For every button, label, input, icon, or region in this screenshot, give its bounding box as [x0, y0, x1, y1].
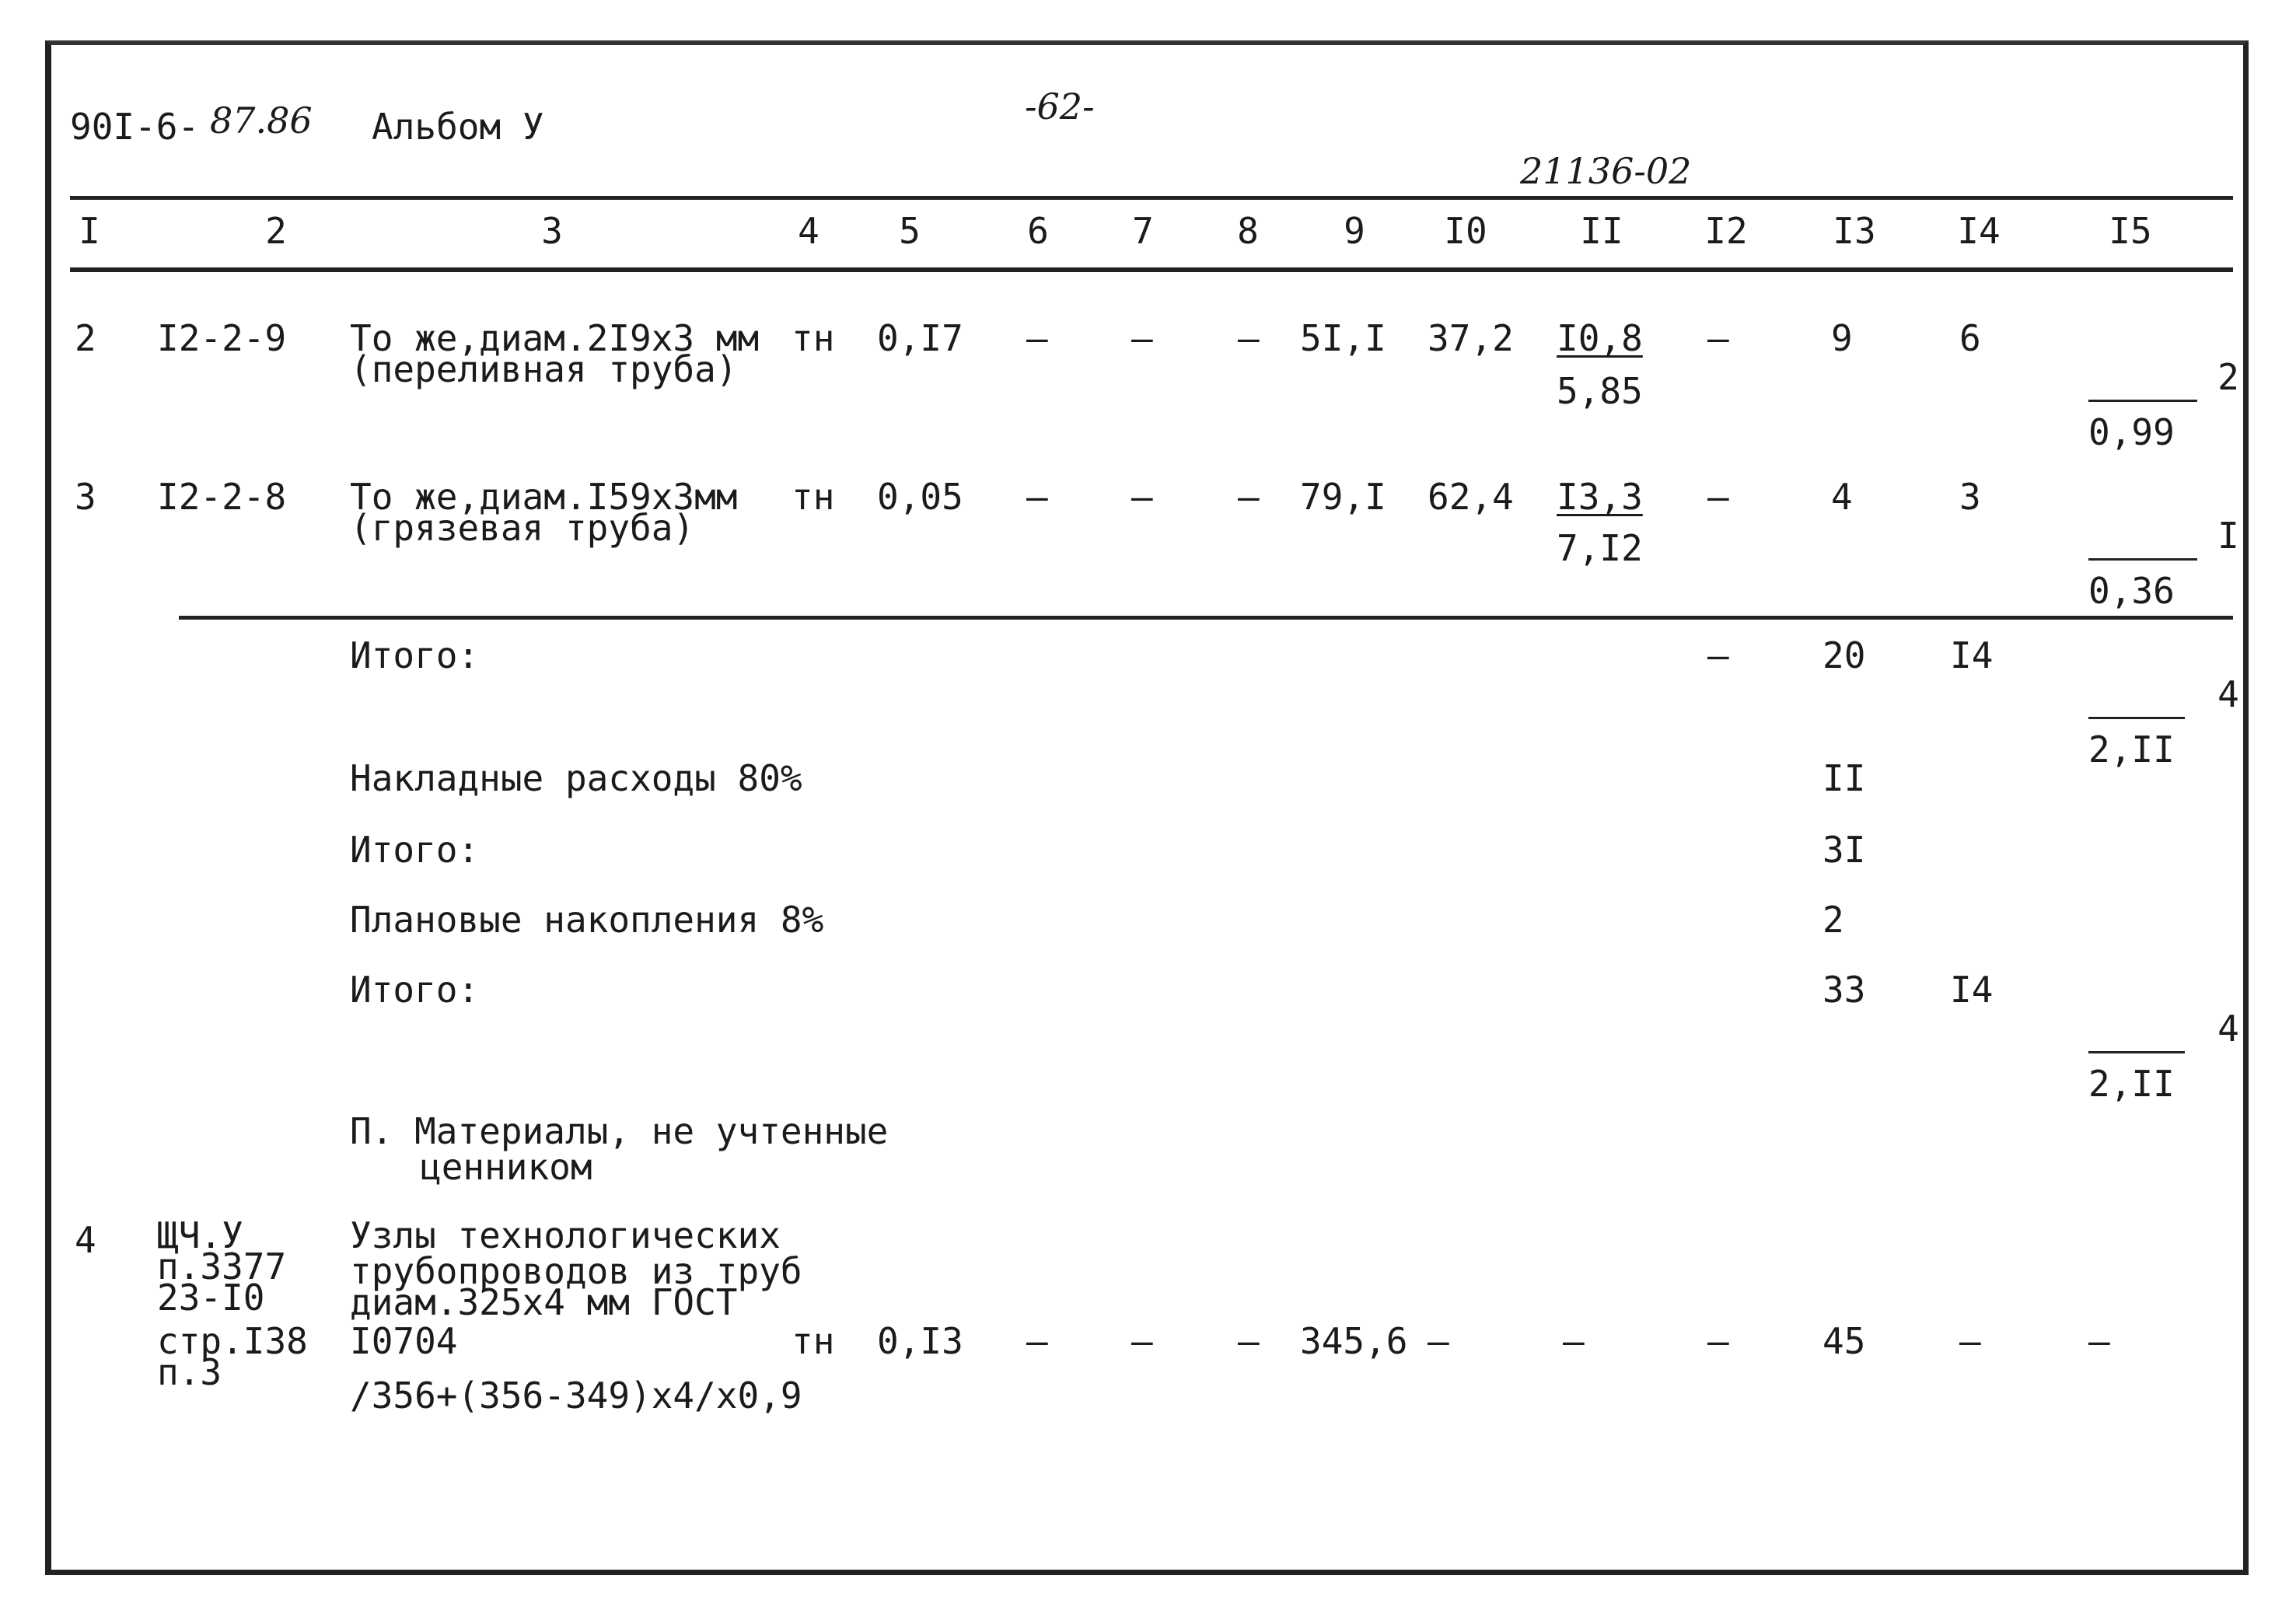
row-number: 2: [75, 317, 96, 359]
fraction-denominator: 0,99: [2088, 411, 2175, 453]
column-header: I4: [1957, 210, 2001, 252]
unit-cell: тн: [792, 1320, 835, 1362]
quantity-cell: 0,I7: [877, 317, 963, 359]
section-title-continued: ценником: [420, 1146, 592, 1188]
value-cell: 4: [1831, 476, 1853, 518]
dash-cell: –: [1026, 1320, 1048, 1362]
column-header: 9: [1344, 210, 1365, 252]
fraction-denominator: 0,36: [2088, 570, 2175, 612]
fraction-numerator: I: [2217, 515, 2239, 557]
column-header: 7: [1132, 210, 1154, 252]
value-cell: 3I: [1822, 829, 1866, 871]
item-description-line: трубопроводов из труб: [350, 1250, 802, 1292]
unit-cell: тн: [792, 476, 835, 518]
item-description-line: диам.325x4 мм ГОСТ: [350, 1281, 738, 1323]
price-reference-line: 23-I0: [157, 1277, 265, 1319]
value-cell: 6: [1959, 317, 1981, 359]
registration-stamp: 21136-02: [1520, 150, 1692, 192]
column-header: I: [79, 210, 100, 252]
fraction-denominator: 5,85: [1557, 370, 1643, 412]
dash-cell: –: [1707, 317, 1729, 359]
fraction-denominator: 7,I2: [1557, 527, 1643, 569]
fraction-cell: [2088, 970, 2239, 1142]
item-description-line: (переливная труба): [350, 348, 738, 390]
column-header: II: [1580, 210, 1623, 252]
fraction-numerator: 4: [2217, 1008, 2239, 1050]
album-title: Альбом У: [372, 106, 544, 148]
value-cell: 9: [1831, 317, 1853, 359]
dash-cell: –: [1026, 317, 1048, 359]
value-cell: 2: [1822, 899, 1844, 941]
overhead-label: Накладные расходы 80%: [350, 757, 802, 799]
price-reference-line: п.3: [157, 1351, 222, 1393]
fraction-numerator: 2: [2217, 356, 2239, 398]
total-label: Итого:: [350, 634, 480, 676]
value-cell: 20: [1822, 634, 1866, 676]
unit-cell: тн: [792, 317, 835, 359]
value-cell: I4: [1950, 634, 1994, 676]
fraction-numerator: I0,8: [1557, 317, 1643, 359]
fraction-numerator: 4: [2217, 673, 2239, 715]
price-reference-line: п.3377: [157, 1245, 287, 1287]
dash-cell: –: [1238, 1320, 1260, 1362]
column-header: 8: [1237, 210, 1259, 252]
header-top-rule: [70, 196, 2233, 200]
column-header: I2: [1704, 210, 1748, 252]
value-cell: 33: [1822, 969, 1866, 1011]
column-header: I3: [1833, 210, 1876, 252]
value-cell: II: [1822, 757, 1866, 799]
item-description-line: То же,диам.I59x3мм: [350, 476, 738, 518]
dash-cell: –: [1131, 1320, 1153, 1362]
fraction-denominator: 2,II: [2088, 728, 2175, 770]
fraction-bar: [2088, 558, 2197, 561]
dash-cell: –: [1707, 634, 1729, 676]
row-number: 3: [75, 476, 96, 518]
header-bottom-rule: [70, 267, 2233, 272]
value-cell: I4: [1950, 969, 1994, 1011]
item-description-line: I0704: [350, 1320, 458, 1362]
value-cell: 62,4: [1428, 476, 1514, 518]
dash-cell: –: [1707, 476, 1729, 518]
total-label: Итого:: [350, 969, 480, 1011]
value-cell: 3: [1959, 476, 1981, 518]
price-reference-line: стр.I38: [157, 1320, 308, 1362]
fraction-bar: [2088, 717, 2185, 719]
price-reference-line: ЩЧ.У: [157, 1214, 243, 1256]
value-cell: 5I,I: [1300, 317, 1386, 359]
dash-cell: –: [1959, 1320, 1981, 1362]
price-code: I2-2-9: [157, 317, 287, 359]
value-cell: 345,6: [1300, 1320, 1408, 1362]
item-description-line: (грязевая труба): [350, 507, 695, 549]
column-header: 6: [1027, 210, 1049, 252]
dash-cell: –: [1563, 1320, 1585, 1362]
column-header: 4: [798, 210, 820, 252]
dash-cell: –: [1131, 476, 1153, 518]
dash-cell: –: [1238, 317, 1260, 359]
fraction-cell: [2088, 477, 2239, 649]
fraction-cell: [2088, 636, 2239, 808]
fraction-bar: [2088, 400, 2197, 402]
value-cell: 37,2: [1428, 317, 1514, 359]
fraction-cell: [2088, 319, 2239, 491]
dash-cell: –: [1131, 317, 1153, 359]
item-description-line: /356+(356-349)x4/x0,9: [350, 1375, 802, 1417]
price-code: I2-2-8: [157, 476, 287, 518]
value-cell: 79,I: [1300, 476, 1386, 518]
page-number: -62-: [1025, 86, 1095, 128]
section-title: П. Материалы, не учтенные: [350, 1110, 889, 1152]
column-header: 2: [265, 210, 287, 252]
planned-savings-label: Плановые накопления 8%: [350, 899, 824, 941]
column-header: 3: [541, 210, 563, 252]
dash-cell: –: [1238, 476, 1260, 518]
value-cell: 45: [1822, 1320, 1866, 1362]
document-code-handwritten: 87.86: [210, 100, 313, 141]
fraction-denominator: 2,II: [2088, 1063, 2175, 1105]
dash-cell: –: [1707, 1320, 1729, 1362]
row-number: 4: [75, 1219, 96, 1261]
total-label: Итого:: [350, 829, 480, 871]
item-description-line: Узлы технологических: [350, 1214, 781, 1256]
document-code: 90I-6-: [70, 106, 200, 148]
totals-rule: [179, 616, 2233, 620]
item-description-line: То же,диам.2I9x3 мм: [350, 317, 760, 359]
column-header: I0: [1444, 210, 1487, 252]
quantity-cell: 0,05: [877, 476, 963, 518]
quantity-cell: 0,I3: [877, 1320, 963, 1362]
fraction-bar: [2088, 1051, 2185, 1053]
column-header: 5: [899, 210, 921, 252]
dash-cell: –: [1428, 1320, 1449, 1362]
column-header: I5: [2109, 210, 2152, 252]
dash-cell: –: [2088, 1320, 2110, 1362]
fraction-numerator: I3,3: [1557, 476, 1643, 518]
dash-cell: –: [1026, 476, 1048, 518]
